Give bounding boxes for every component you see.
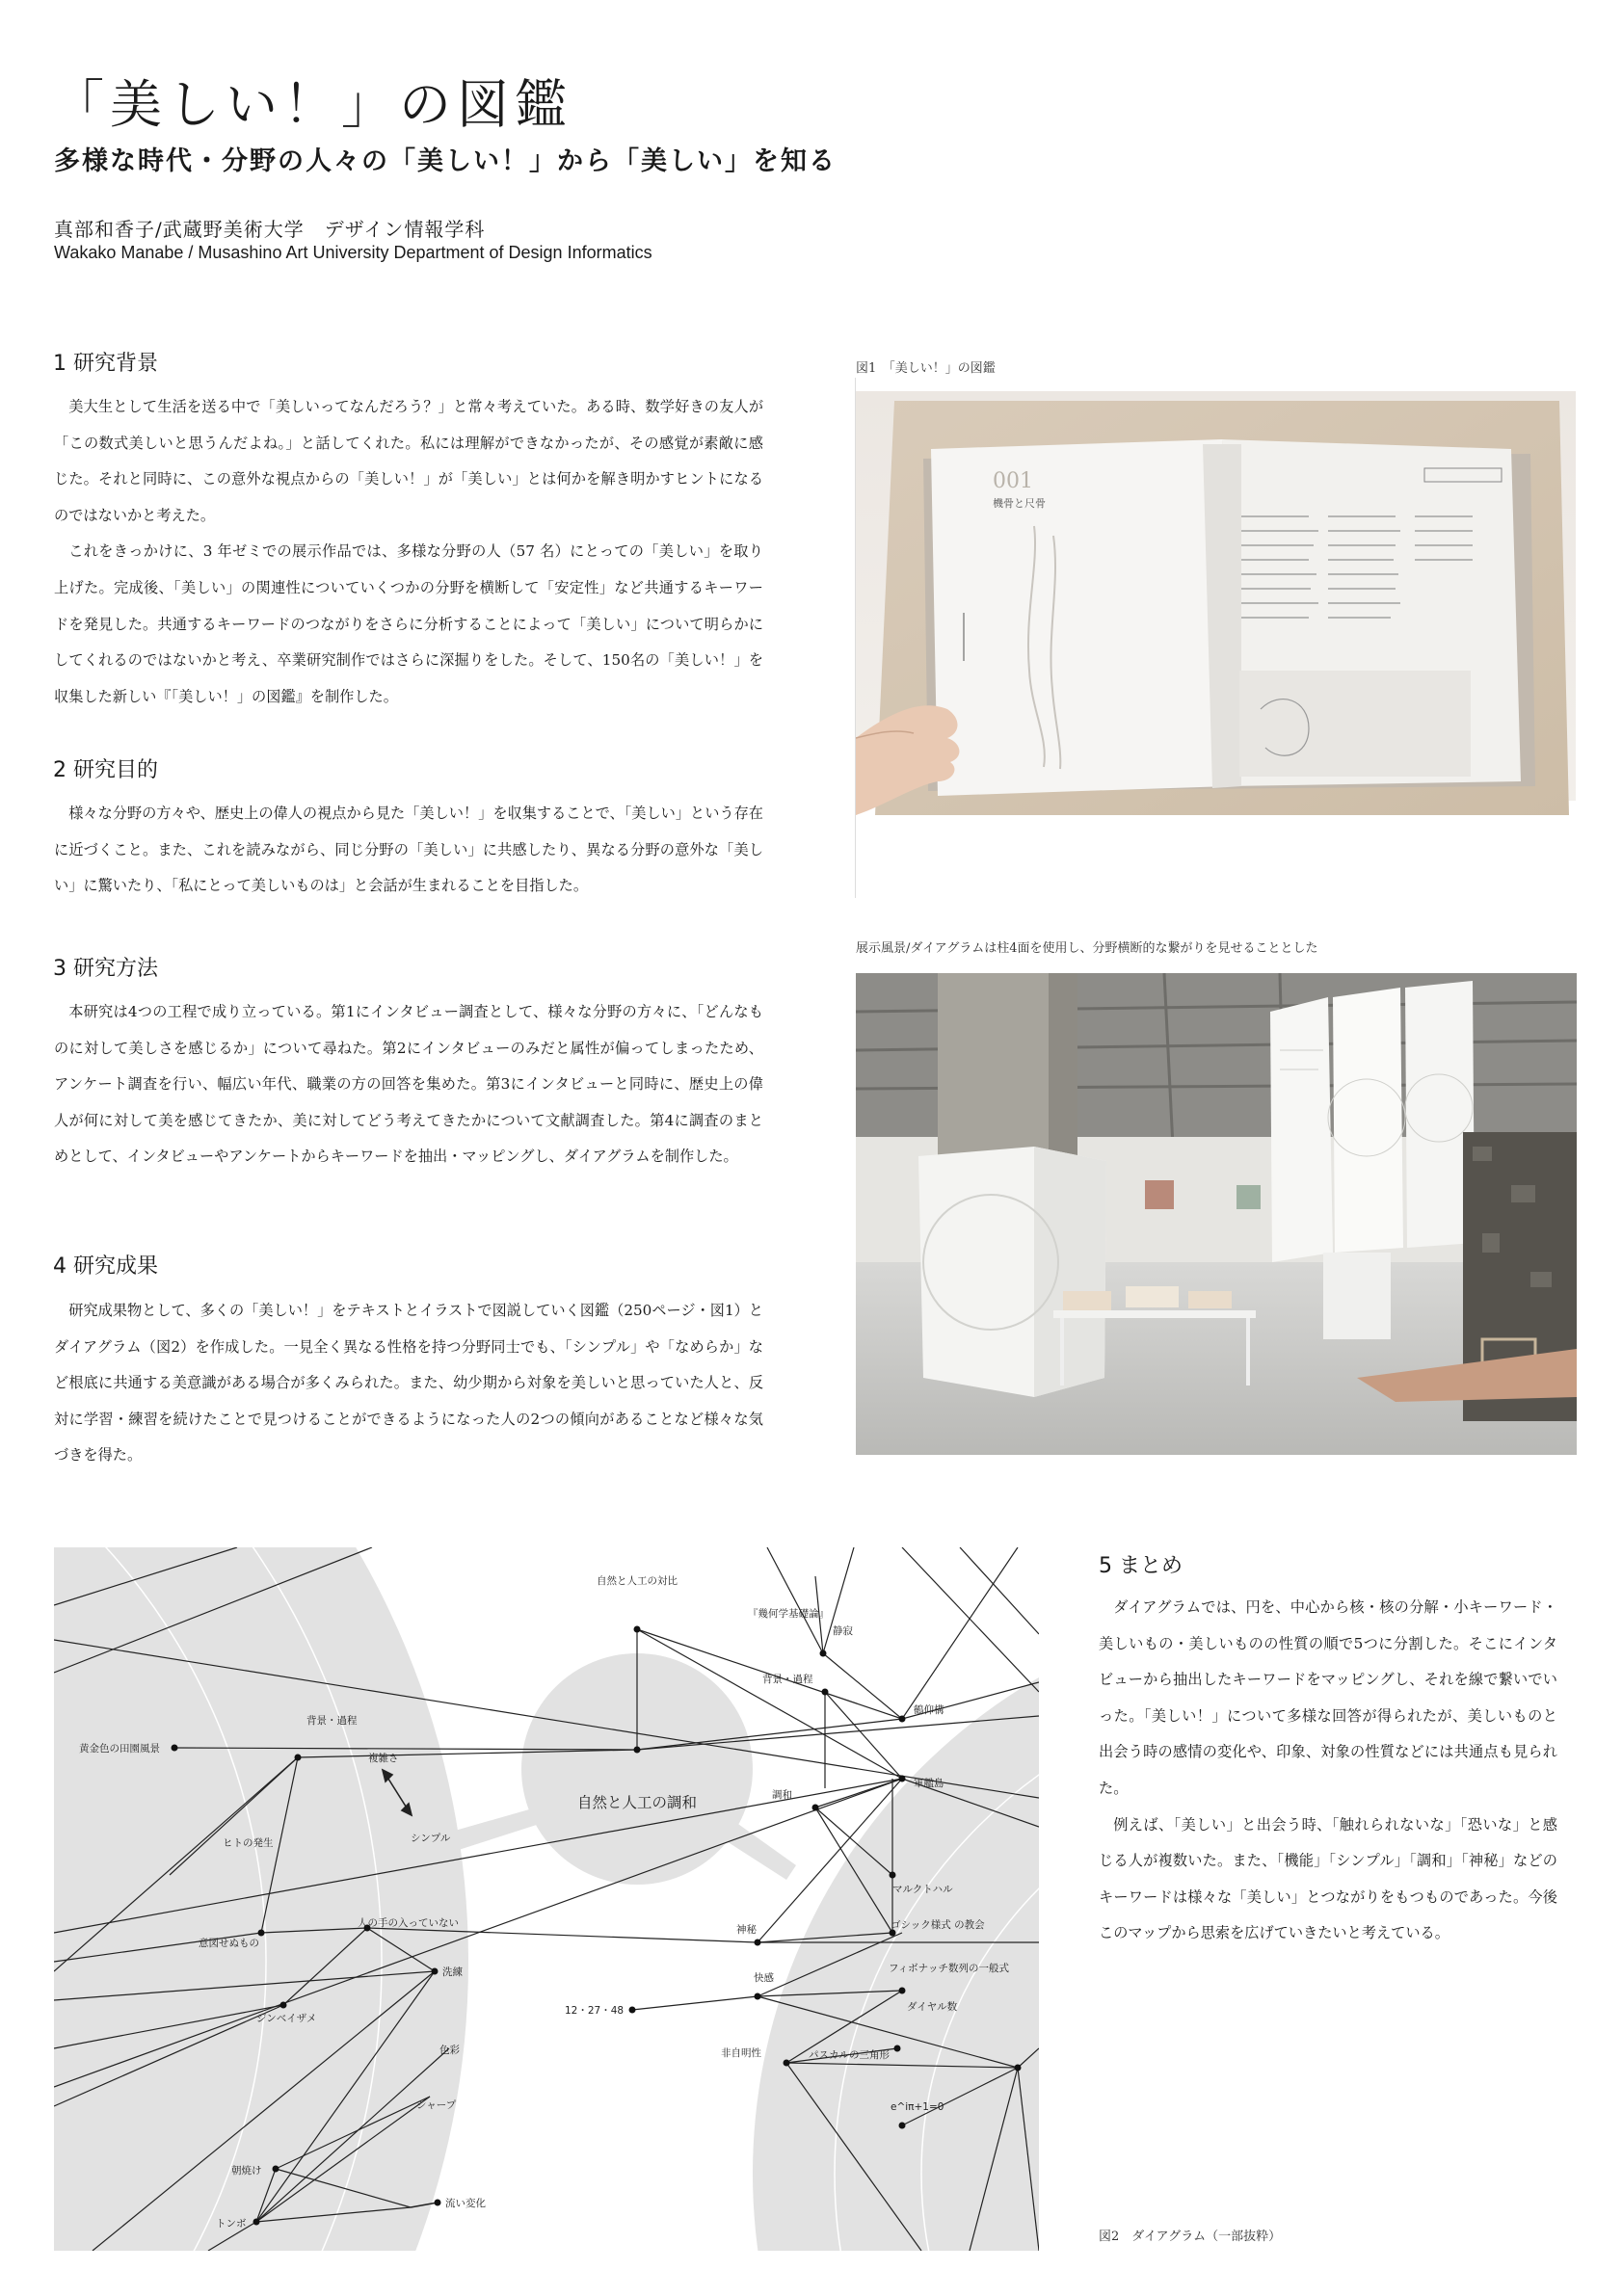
page-title: 「美しい！」の図鑑 [52, 74, 572, 135]
diagram-label-crane: 鶴仰構 [914, 1704, 944, 1716]
diagram-label-geometry-book: 『幾何学基礎論』 [748, 1608, 829, 1620]
section-1-paragraph-1: 美大生として生活を送る中で「美しいってなんだろう？」と常々考えていた。ある時、数学好きの友人が「この数式美しいと思うんだよね。」と話してくれた。私には理解ができなかったが、その感覚が素敵に感じた。それと同時に、この意外な視点からの「美しい！」が「美しい」とは何かを解き明かすヒントになるのではないかと考えた。 [54, 398, 763, 524]
exhibition-photo-caption: 展示風景/ダイアグラムは柱4面を使用し、分野横断的な繋がりを見せることとした [856, 941, 1318, 956]
diagram-label-non-obvious: 非自明性 [721, 2047, 761, 2059]
diagram-label-marktohl: マルクトハル [892, 1884, 953, 1895]
figure-1-caption: 図1 「美しい！」の図鑑 [856, 361, 996, 376]
diagram-label-harmony: 調和 [772, 1789, 792, 1801]
diagram-label-diamond: ダイヤル数 [907, 2001, 958, 2013]
section-1-heading: 1 研究背景 [53, 352, 158, 376]
diagram-label-mystery: 神秘 [736, 1924, 757, 1936]
diagram-label-gothic: ゴシック様式 の教会 [891, 1919, 985, 1931]
book-page-title: 機骨と尺骨 [993, 497, 1046, 510]
book-page-number: 001 [993, 469, 1033, 493]
diagram-label-human-birth: ヒトの発生 [223, 1837, 274, 1849]
section-4-heading: 4 研究成果 [53, 1254, 158, 1279]
page-subtitle: 多様な時代・分野の人々の「美しい！」から「美しい」を知る [54, 146, 837, 176]
figure-2-caption: 図2 ダイアグラム（一部抜粋） [1099, 2230, 1282, 2244]
diagram-label-unintended: 意図せぬもの [199, 1938, 259, 1949]
figure-2-diagram [54, 1547, 1039, 2251]
author-japanese: 真部和香子/武蔵野美術大学 デザイン情報学科 [54, 218, 486, 241]
section-4-paragraph-1: 研究成果物として、多くの「美しい！」をテキストとイラストで図説していく図鑑（250ページ・図1）とダイアグラム（図2）を作成した。一見全く異なる性格を持つ分野同士でも、「シンプル」や「なめらか」など根底に共通する美意識がある場合が多くみられた。また、幼少期から対象を美しいと思っていた人と、反対に学習・練習を続けたことで見つけることができるようになった人の2つの傾向があることなど様々な気づきを得た。 [54, 1302, 763, 1465]
diagram-label-dragonfly: トンボ [216, 2218, 247, 2230]
diagram-left-ring [54, 1547, 468, 2251]
diagram-label-sharp: シャープ [416, 2099, 457, 2111]
diagram-label-sophistication: 洗練 [442, 1966, 463, 1978]
diagram-label-pleasure: 快感 [754, 1972, 774, 1984]
diagram-label-pascal: パスカルの三角形 [809, 2049, 890, 2061]
diagram-label-flowing-change: 流い変化 [445, 2198, 486, 2209]
diagram-label-simple: シンプル [411, 1833, 451, 1844]
diagram-label-background-process-left: 背景・過程 [306, 1715, 358, 1727]
author-english: Wakako Manabe / Musashino Art University Department of Design Informatics [54, 243, 652, 262]
diagram-label-numbers: 12・27・48 [565, 2005, 625, 2017]
section-2-paragraph-1: 様々な分野の方々や、歴史上の偉人の視点から見た「美しい！」を収集することで、「美しい」という存在に近づくこと。また、これを読みながら、同じ分野の「美しい」に共感したり、異なる分野の意外な「美しい」に驚いたり、「私にとって美しいものは」と会話が生まれることを目指した。 [54, 805, 763, 895]
section-5-heading: 5 まとめ [1099, 1554, 1183, 1578]
diagram-center-label: 自然と人工の調和 [576, 1794, 698, 1811]
diagram-label-complexity: 複雑さ [368, 1753, 399, 1764]
diagram-label-morning-glow: 朝焼け [231, 2165, 262, 2177]
diagram-label-silence: 静寂 [833, 1625, 853, 1637]
section-3-heading: 3 研究方法 [53, 957, 158, 981]
section-5-paragraph-1: ダイアグラムでは、円を、中心から核・核の分解・小キーワード・美しいもの・美しいものの性質の順で5つに分割した。そこにインタビューから抽出したキーワードをマッピングし、それを線で繋いでいった。「美しい！」について多様な回答が得られたが、美しいものと出会う時の感情の変化や、印象、対象の性質などには共通点も見られた。 [1099, 1598, 1557, 1797]
section-3-paragraph-1: 本研究は4つの工程で成り立っている。第1にインタビュー調査として、様々な分野の方々に、「どんなものに対して美しさを感じるか」について尋ねた。第2にインタビューのみだと属性が偏ってしまったため、アンケート調査を行い、幅広い年代、職業の方の回答を集めた。第3にインタビューと同時に、歴史上の偉人が何に対して美を感じてきたか、美に対してどう考えてきたかについて文献調査した。第4に調査のまとめとして、インタビューやアンケートからキーワードを抽出・マッピングし、ダイアグラムを制作した。 [54, 1003, 763, 1166]
diagram-label-battleship-island: 軍艦島 [914, 1778, 944, 1789]
diagram-label-jinbei: ジンベイザメ [256, 2013, 317, 2024]
section-2-heading: 2 研究目的 [53, 758, 158, 782]
diagram-label-untouched: 人の手の入っていない [358, 1917, 459, 1929]
figure-1-book-photo [856, 391, 1576, 861]
exhibition-photo [856, 973, 1577, 1455]
diagram-label-color: 色彩 [439, 2045, 460, 2056]
diagram-label-nature-contrast: 自然と人工の対比 [597, 1575, 678, 1587]
diagram-label-golden-landscape: 黄金色の田園風景 [79, 1743, 160, 1755]
section-5-paragraph-2: 例えば、「美しい」と出会う時、「触れられないな」「恐いな」と感じる人が複数いた。また、「機能」「シンプル」「調和」「神秘」などのキーワードは様々な「美しい」とつながりをもつものであった。今後このマップから思索を広げていきたいと考えている。 [1099, 1815, 1557, 1942]
diagram-label-fibonacci: フィボナッチ数列の一般式 [889, 1963, 1009, 1974]
diagram-label-euler: e^iπ+1=0 [891, 2101, 944, 2113]
section-1-paragraph-2: これをきっかけに、3 年ゼミでの展示作品では、多様な分野の人（57 名）にとっての「美しい」を取り上げた。完成後、「美しい」の関連性についていくつかの分野を横断して「安定性」など共通するキーワードを発見した。共通するキーワードのつながりをさらに分析することによって「美しい」について明らかにしてくれるのではないかと考え、卒業研究制作ではさらに深掘りをした。そして、150名の「美しい！」を収集した新しい『「美しい！」の図鑑』を制作した。 [54, 542, 763, 705]
diagram-label-background-process-right: 背景・過程 [762, 1674, 813, 1685]
